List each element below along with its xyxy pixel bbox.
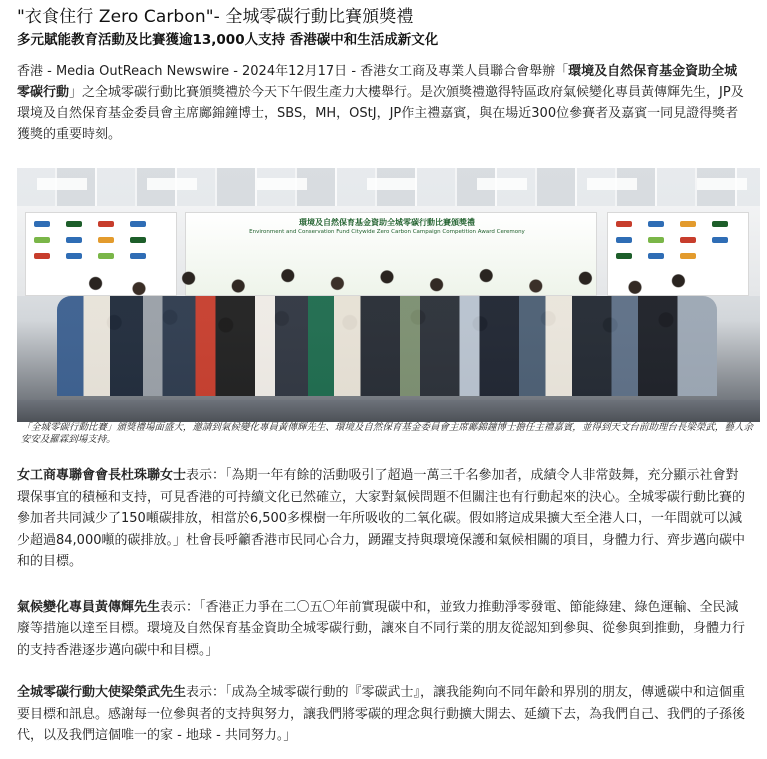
lead-text-before: 香港 - Media OutReach Newswire - 2024年12月17日 - 香港女工商及專業人員聯合會舉辦「 bbox=[17, 64, 569, 79]
quote-paragraph-chairlady bbox=[17, 465, 750, 573]
subheadline: 多元賦能教育活動及比賽獲逾13,000人支持 香港碳中和生活成新文化 bbox=[17, 32, 439, 48]
speaker-name: 氣候變化專員黃傳輝先生 bbox=[17, 599, 161, 615]
banner-title: 環境及自然保育基金資助全城零碳行動比賽頒獎禮 bbox=[299, 218, 475, 227]
headline: "衣食住行 Zero Carbon"- 全城零碳行動比賽頒獎禮 bbox=[17, 7, 414, 27]
quote-text: 表示：「為期一年有餘的活動吸引了超過一萬三千名參加者，成績令人非常鼓舞，充分顯示社會對環保事宜的積極和支持，可見香港的可持續文化已然確立，大家對氣候問題不但關注也有行動起來的決心。全城零碳行動比賽的參加者共同減少了150噸碳排放，相當於6,500多棵樹一年所吸收的二氧化碳。假如將這成果擴大至全港人口，一年間就可以減少超過84,000噸的碳排放。」杜會長呼籲香港市民同心合力，踴躍支持與環境保護和氣候相關的項目，身體力行、齊步邁向碳中和的目標。 bbox=[17, 468, 746, 569]
quote-paragraph-climate-commissioner bbox=[17, 597, 750, 662]
lead-paragraph bbox=[17, 61, 750, 145]
lead-bold-project-name: 環境及自然保育基金資助全城零碳行動 bbox=[17, 64, 738, 100]
quote-text: 表示：「香港正力爭在二〇五〇年前實現碳中和，並致力推動淨零發電、節能綠建、綠色運輸、全民減廢等措施以達至目標。環境及自然保育基金資助全城零碳行動，讓來自不同行業的朋友從認知到參與、從參與到推動，身體力行的支持香港逐步邁向碳中和目標。」 bbox=[17, 599, 746, 658]
event-group-photo bbox=[17, 168, 760, 422]
lead-text-after: 」之全城零碳行動比賽頒獎禮於今天下午假生產力大樓舉行。是次頒獎禮邀得特區政府氣候變化專員黃傳輝先生，JP及環境及自然保育基金委員會主席鄺錦鐘博士，SBS，MH，OStJ，JP作主禮嘉賓，與在場近300位參賽者及嘉賓一同見證得獎者獲獎的重要時刻。 bbox=[17, 85, 744, 142]
quote-text: 表示：「成為全城零碳行動的『零碳武士』，讓我能夠向不同年齡和界別的朋友，傳遞碳中和這個重要目標和訊息。感謝每一位參與者的支持與努力，讓我們將零碳的理念與行動擴大開去、延續下去，為我們自己、我們的子孫後代，以及我們這個唯一的家 - 地球 - 共同努力。」 bbox=[17, 685, 746, 743]
photo-floor bbox=[17, 400, 760, 422]
photo-caption: 「全城零碳行動比賽」頒獎禮場面盛大，邀請到氣候變化專員黃傳輝先生、環境及自然保育基金委員會主席鄺錦鐘博士擔任主禮嘉賓，並得到天文台前助理台長梁榮武，藝人余安安及羅霖到場支持。 bbox=[16, 422, 760, 446]
speaker-name: 全城零碳行動大使梁榮武先生 bbox=[17, 685, 187, 700]
quote-paragraph-ambassador bbox=[17, 682, 750, 747]
photo-attendees bbox=[57, 296, 717, 396]
photo-ceiling-lights bbox=[17, 178, 760, 190]
speaker-name: 女工商專聯會會長杜珠聯女士 bbox=[17, 468, 187, 483]
banner-subtitle: Environment and Conservation Fund Citywide Zero Carbon Campaign Competition Award Ceremony bbox=[249, 229, 525, 235]
